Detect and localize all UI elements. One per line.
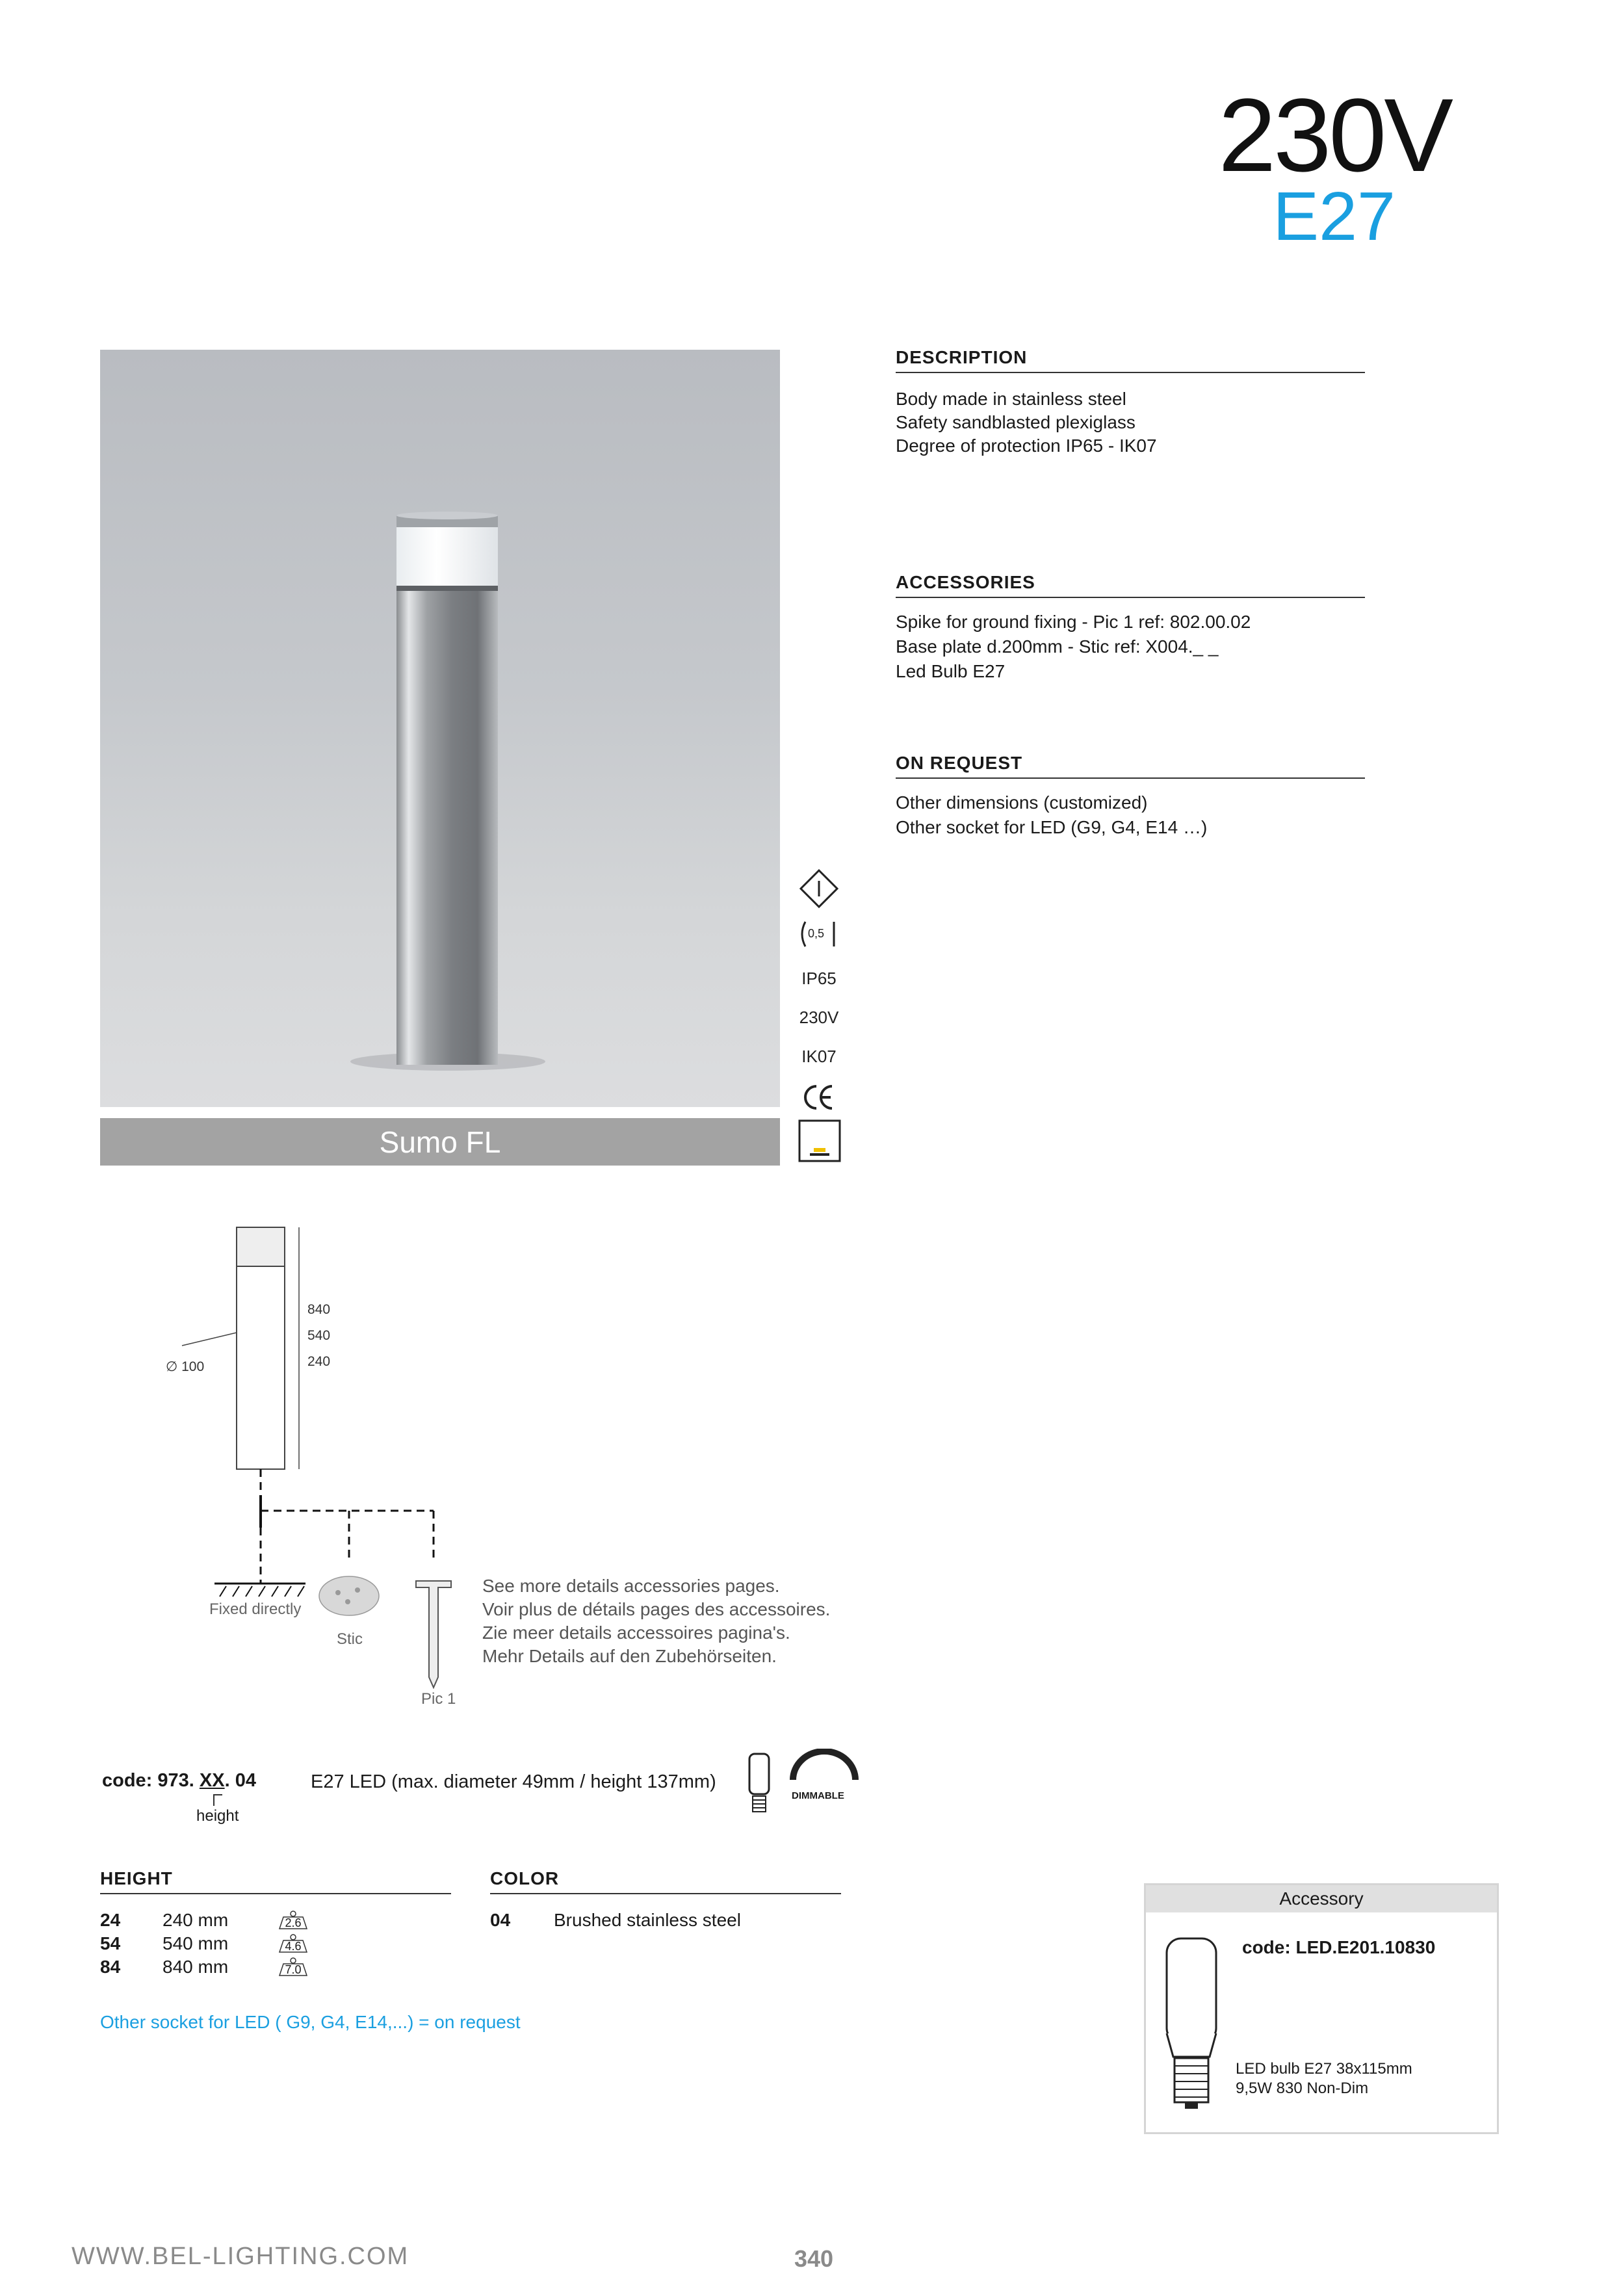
on-request-heading: ON REQUEST: [896, 753, 1365, 779]
diameter-label: ∅ 100: [166, 1359, 205, 1374]
height-row: [100, 1932, 451, 1955]
weight-value: 4.6: [285, 1940, 302, 1953]
on-request-line: Other socket for LED (G9, G4, E14 …): [896, 817, 1208, 837]
height-value: 840 mm: [162, 1957, 229, 1977]
color-table: [490, 1868, 841, 1932]
voltage-title: 230V: [1218, 77, 1451, 193]
height-code: 54: [100, 1933, 121, 1953]
ik-rating: IK07: [801, 1047, 837, 1066]
height-heading: HEIGHT: [100, 1868, 451, 1894]
accessories-line: Led Bulb E27: [896, 661, 1006, 681]
dimmable-icon: [788, 1749, 859, 1801]
weight-value: 7.0: [285, 1963, 302, 1976]
accessories-line: Spike for ground fixing - Pic 1 ref: 802.00.02: [896, 612, 1251, 632]
accessories-section: [896, 572, 1365, 684]
accessories-heading: ACCESSORIES: [896, 572, 1365, 598]
accessory-description: [1236, 2059, 1412, 2098]
bulb-icon: [747, 1752, 771, 1820]
class-2-icon: [796, 868, 842, 914]
led-lamp-icon: [798, 1119, 841, 1162]
socket-note: Other socket for LED ( G9, G4, E14,...) = on request: [100, 2012, 521, 2032]
code-variable: XX: [199, 1770, 225, 1791]
weight-icon: [273, 1934, 313, 1953]
weight-value: 2.6: [285, 1916, 302, 1929]
accessory-box: [1144, 1883, 1499, 2134]
height-code: 24: [100, 1910, 121, 1930]
accessories-line: Base plate d.200mm - Stic ref: X004._ _: [896, 636, 1219, 657]
accessory-code: [1242, 1937, 1435, 1958]
cone-value: 0,5: [808, 927, 825, 940]
description-line: Safety sandblasted plexiglass: [896, 412, 1136, 432]
accessory-title: Accessory: [1146, 1885, 1497, 1912]
code-pointer: [213, 1794, 222, 1806]
product-photo: [100, 350, 780, 1107]
accessory-code-label: code:: [1242, 1937, 1291, 1957]
note-line: See more details accessories pages.: [482, 1576, 780, 1596]
height-row: [100, 1909, 451, 1932]
socket-title: E27: [1273, 178, 1396, 255]
dimmable-label: DIMMABLE: [792, 1790, 844, 1801]
accessories-body: [896, 610, 1365, 684]
accessory-code-value: LED.E201.10830: [1295, 1937, 1436, 1957]
height-table: [100, 1868, 451, 1979]
height-code: 84: [100, 1957, 121, 1977]
led-bulb-image: [1159, 1936, 1224, 2118]
ce-mark-icon: [796, 1081, 842, 1118]
description-line: Body made in stainless steel: [896, 389, 1126, 409]
dimension-540: 540: [307, 1328, 331, 1343]
height-value: 240 mm: [162, 1910, 229, 1930]
accessory-notes: [482, 1574, 830, 1668]
page-number: 340: [794, 2245, 834, 2272]
dimension-240: 240: [307, 1354, 331, 1369]
voltage-rating: 230V: [799, 1008, 839, 1027]
description-section: [896, 347, 1365, 458]
website-url[interactable]: WWW.BEL-LIGHTING.COM: [71, 2243, 409, 2270]
code-height-note: height: [196, 1807, 239, 1825]
accessory-desc-line: LED bulb E27 38x115mm: [1236, 2060, 1412, 2078]
description-body: [896, 387, 1365, 458]
weight-icon: [273, 1957, 313, 1977]
fixed-directly-label: Fixed directly: [209, 1600, 302, 1618]
on-request-body: [896, 790, 1365, 840]
height-value: 540 mm: [162, 1933, 229, 1953]
technical-drawing: [149, 1222, 474, 1729]
accessory-desc-line: 9,5W 830 Non-Dim: [1236, 2080, 1369, 2097]
product-name: Sumo FL: [379, 1125, 501, 1159]
light-cone-icon: [796, 918, 842, 950]
code-suffix: . 04: [224, 1770, 256, 1791]
note-line: Mehr Details auf den Zubehörseiten.: [482, 1646, 777, 1666]
color-code: 04: [490, 1910, 511, 1930]
color-value: Brushed stainless steel: [554, 1910, 741, 1930]
weight-icon: [273, 1911, 313, 1930]
on-request-line: Other dimensions (customized): [896, 792, 1148, 813]
description-heading: DESCRIPTION: [896, 347, 1365, 373]
on-request-section: [896, 753, 1365, 840]
stic-label: Stic: [337, 1630, 363, 1648]
height-row: [100, 1955, 451, 1979]
product-code: [102, 1770, 256, 1792]
bollard-photo-illustration: [100, 350, 780, 1107]
note-line: Voir plus de détails pages des accessoires.: [482, 1599, 831, 1619]
note-line: Zie meer details accessoires pagina's.: [482, 1623, 790, 1643]
color-heading: COLOR: [490, 1868, 841, 1894]
code-prefix: code: 973.: [102, 1770, 194, 1791]
ip-rating: IP65: [801, 969, 837, 988]
dimension-840: 840: [307, 1302, 331, 1317]
color-row: [490, 1909, 841, 1932]
pic-1-label: Pic 1: [421, 1690, 456, 1708]
description-line: Degree of protection IP65 - IK07: [896, 436, 1157, 456]
lamp-spec: E27 LED (max. diameter 49mm / height 137mm): [311, 1771, 716, 1792]
product-name-bar: [100, 1118, 780, 1166]
